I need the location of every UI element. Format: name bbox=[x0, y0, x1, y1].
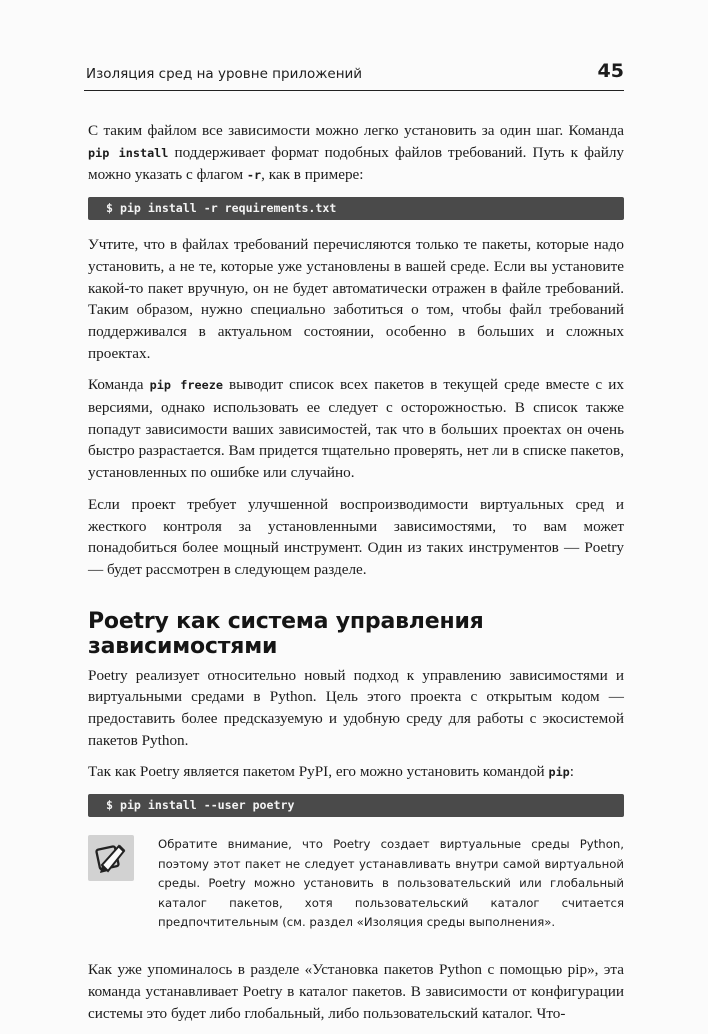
inline-code-pip-install: pip install bbox=[88, 145, 169, 160]
paragraph-4: Если проект требует улучшенной воспроизводимости виртуальных сред и жесткого контроля за установленными зависимостями, то вам может понадобиться более мощный инструмент. Один из таких инструментов — Poetry — будет рассмотрен в следующем разделе. bbox=[88, 495, 624, 578]
section-heading: Poetry как система управления зависимостями bbox=[88, 608, 484, 659]
chapter-title: Изоляция сред на уровне приложений bbox=[86, 66, 363, 82]
note-text: Обратите внимание, что Poetry создает виртуальные среды Python, поэтому этот пакет не следует устанавливать внутри самой виртуальной среды. Poetry можно установить в пользовательский или глобальный каталог пакетов, хотя пользовательский каталог считается предпочтительным (см. раздел «Изоляция среды выполнения». bbox=[158, 837, 624, 930]
paragraph-3: Команда pip freeze выводит список всех пакетов в текущей среде вместе с их версиями, однако использовать ее следует с осторожностью. В список также попадут зависимости ваших зависимостей, так что в больших проектах он очень быстро разрастается. Вам придется тщательно проверять, нет ли в списке пакетов, установленных по ошибке или случайно. bbox=[88, 376, 624, 482]
paragraph-2: Учтите, что в файлах требований перечисляются только те пакеты, которые надо установить, а не те, которые уже установлены в вашей среде. Если вы установите какой-то пакет вручную, он не будет автоматически отражен в файле требований. Таким образом, нужно специально заботиться о том, чтобы файл требований поддерживался в актуальном состоянии, особенно в больших и сложных проектах. bbox=[88, 236, 624, 362]
inline-code-pip: pip bbox=[548, 765, 570, 780]
paragraph-5: Poetry реализует относительно новый подход к управлению зависимостями и виртуальными средами в Python. Цель этого проекта с открытым кодом — предоставить более предсказуемую и удобную среду для работы с экосистемой пакетов Python. bbox=[88, 666, 624, 749]
note-box bbox=[88, 835, 624, 935]
note-pencil-icon bbox=[88, 835, 134, 881]
code-block-poetry: $ pip install --user poetry bbox=[88, 794, 624, 817]
inline-code-pip-freeze: pip freeze bbox=[149, 378, 223, 393]
paragraph-6: Так как Poetry является пакетом PyPI, его можно установить командой pip: bbox=[88, 763, 575, 781]
paragraph-1: С таким файлом все зависимости можно легко установить за один шаг. Команда pip install поддерживает формат подобных файлов требований. Путь к файлу можно указать с флагом -r, как в примере: bbox=[88, 122, 624, 184]
page-content bbox=[88, 120, 624, 1034]
page-number: 45 bbox=[597, 60, 624, 82]
code-block-requirements: $ pip install -r requirements.txt bbox=[88, 197, 624, 220]
running-header bbox=[84, 58, 624, 91]
inline-code-r-flag: -r bbox=[246, 168, 262, 183]
paragraph-7: Как уже упоминалось в разделе «Установка пакетов Python с помощью pip», эта команда устанавливает Poetry в каталог пакетов. В зависимости от конфигурации системы это будет либо глобальный, либо пользовательский каталог. Что- bbox=[88, 961, 624, 1022]
